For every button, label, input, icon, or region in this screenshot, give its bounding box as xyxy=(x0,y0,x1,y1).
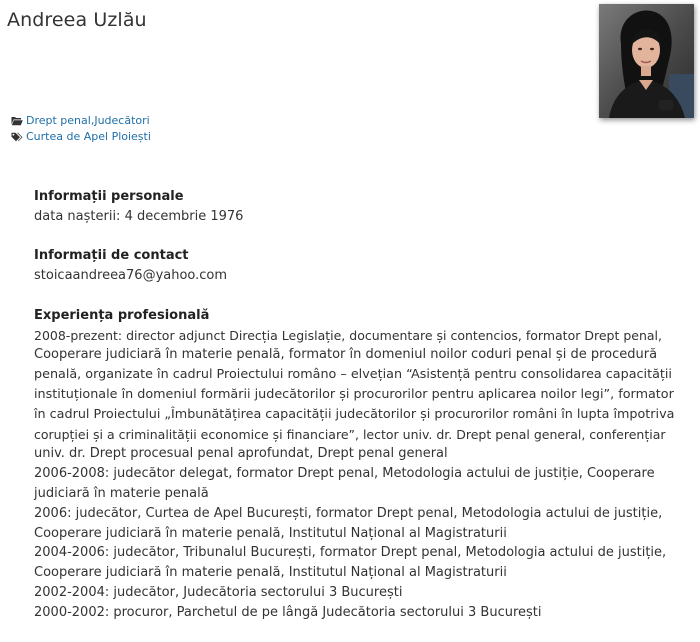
contact-email: stoicaandreea76@yahoo.com xyxy=(34,268,228,284)
experience-line: 2002-2004: judecător, Judecătoria sectorului 3 București xyxy=(34,584,403,600)
tags-icon xyxy=(11,132,23,142)
category-link-drept-penal[interactable]: Drept penal xyxy=(26,114,91,127)
personal-info-title: Informații personale xyxy=(34,189,184,204)
experience-line: Cooperare judiciară în materie penală, formator în domeniul noilor coduri penal și de procedură xyxy=(34,347,658,363)
tag-list xyxy=(11,130,151,144)
experience-line: univ. dr. Drept procesual penal aprofundat, Drept penal general xyxy=(34,446,448,462)
tag-link-curtea-de-apel-ploiesti[interactable]: Curtea de Apel Ploiești xyxy=(26,130,151,143)
contact-info-section xyxy=(34,246,674,286)
experience-line: 2000-2002: procuror, Parchetul de pe lângă Judecătoria sectorului 3 București xyxy=(34,604,542,620)
contact-info-title: Informații de contact xyxy=(34,248,189,264)
category-separator: , xyxy=(90,114,95,127)
experience-line: penală, organizate în cadrul Proiectului româno – elvețian “Asistență pentru consolidarea capacității xyxy=(34,367,672,383)
folder-open-icon xyxy=(11,116,23,126)
experience-line: 2006-2008: judecător delegat, formator Drept penal, Metodologia actului de justiție, Cooperare xyxy=(34,466,655,482)
page-title: Andreea Uzlău xyxy=(7,9,147,31)
experience-line: 2006: judecător, Curtea de Apel București, formator Drept penal, Metodologia actului de justiție, xyxy=(34,505,663,521)
category-link-judecatori[interactable]: Judecători xyxy=(94,114,150,127)
personal-info-section xyxy=(34,187,674,227)
experience-line: Cooperare judiciară în materie penală, Institutul Național al Magistraturii xyxy=(34,525,507,541)
profile-content xyxy=(34,187,674,642)
experience-line: judiciară în materie penală xyxy=(34,485,209,501)
experience-line: în cadrul Proiectului „Îmbunătățirea capacității judecătorilor și procurorilor români în lupta împotriva xyxy=(34,406,675,422)
profile-photo xyxy=(599,4,694,118)
experience-line: instituționale în domeniul formării judecătorilor și procurorilor pentru aplicarea noilor legi”, formator xyxy=(34,386,674,402)
birth-date: data nașterii: 4 decembrie 1976 xyxy=(34,208,244,224)
experience-line: 2004-2006: judecător, Tribunalul București, formator Drept penal, Metodologia actului de justiție, xyxy=(34,545,667,561)
experience-section xyxy=(34,306,674,623)
experience-title: Experiența profesională xyxy=(34,307,210,323)
experience-line: Cooperare judiciară în materie penală, Institutul Național al Magistraturii xyxy=(34,565,507,581)
experience-line: 2008-prezent: director adjunct Direcția Legislație, documentare și contencios, formator Drept penal, xyxy=(34,327,662,343)
experience-line: corupției și a criminalității economice și financiare”, lector univ. dr. Drept penal general, conferențiar xyxy=(34,426,666,442)
category-list xyxy=(11,114,150,128)
